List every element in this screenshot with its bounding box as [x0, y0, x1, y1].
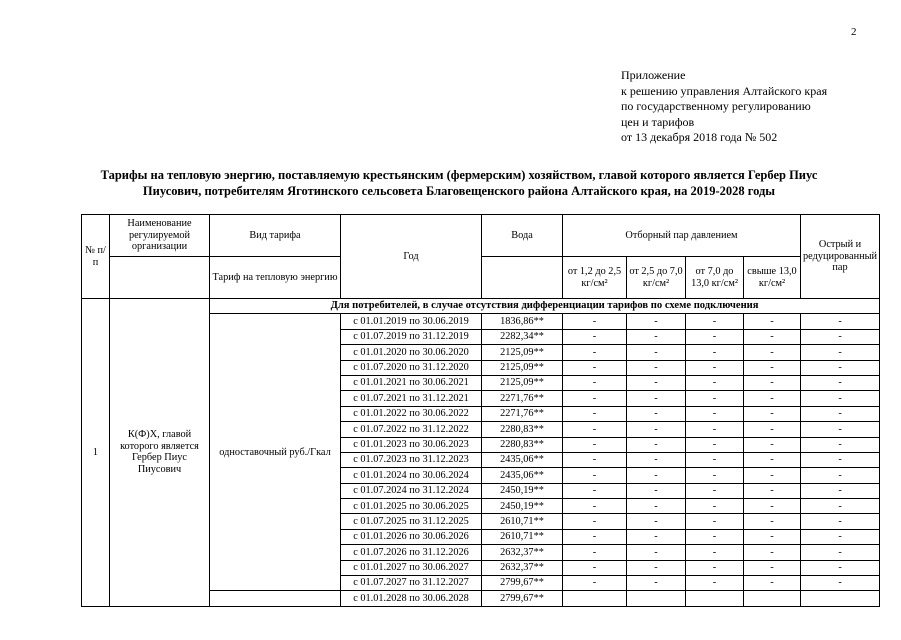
dash-cell: - [563, 514, 627, 529]
dash-cell: - [627, 422, 686, 437]
dash-cell: - [744, 314, 801, 329]
water-tariff-cell: 2632,37** [482, 545, 563, 560]
tariff-kind-cell: одноставочный руб./Гкал [210, 314, 341, 591]
period-cell: с 01.07.2021 по 31.12.2021 [341, 391, 482, 406]
dash-cell: - [563, 391, 627, 406]
header-tariff-heat: Тариф на тепловую энергию [210, 257, 341, 299]
dash-cell: - [627, 314, 686, 329]
appendix-line: от 13 декабря 2018 года № 502 [621, 130, 778, 144]
dash-cell: - [627, 345, 686, 360]
period-cell: с 01.01.2021 по 30.06.2021 [341, 375, 482, 390]
dash-cell: - [563, 406, 627, 421]
dash-cell: - [563, 560, 627, 575]
dash-cell: - [563, 483, 627, 498]
dash-cell: - [744, 329, 801, 344]
dash-cell: - [801, 314, 880, 329]
period-cell: с 01.01.2020 по 30.06.2020 [341, 345, 482, 360]
period-cell: с 01.07.2022 по 31.12.2022 [341, 422, 482, 437]
appendix-line: Приложение [621, 68, 686, 82]
dash-cell: - [627, 375, 686, 390]
water-tariff-cell: 2799,67** [482, 576, 563, 591]
dash-cell: - [627, 360, 686, 375]
dash-cell: - [744, 468, 801, 483]
water-tariff-cell: 2450,19** [482, 483, 563, 498]
appendix-line: цен и тарифов [621, 114, 695, 129]
dash-cell: - [563, 375, 627, 390]
header-pressure-1: от 1,2 до 2,5 кг/см² [563, 257, 627, 299]
header-org: Наименование регулируемой организации [110, 215, 210, 257]
dash-cell: - [686, 514, 744, 529]
period-cell: с 01.01.2027 по 30.06.2027 [341, 560, 482, 575]
period-cell: с 01.07.2024 по 31.12.2024 [341, 483, 482, 498]
dash-cell: - [686, 375, 744, 390]
dash-cell: - [686, 437, 744, 452]
dash-cell: - [744, 406, 801, 421]
dash-cell: - [686, 329, 744, 344]
dash-cell: - [627, 483, 686, 498]
dash-cell: - [686, 406, 744, 421]
dash-cell: - [801, 499, 880, 514]
dash-cell: - [801, 422, 880, 437]
water-tariff-cell: 2632,37** [482, 560, 563, 575]
dash-cell: - [627, 329, 686, 344]
dash-cell: - [686, 499, 744, 514]
dash-cell: - [627, 560, 686, 575]
dash-cell: - [744, 529, 801, 544]
dash-cell: - [801, 360, 880, 375]
dash-cell: - [686, 391, 744, 406]
header-sharp-steam: Острый и редуцированный пар [801, 215, 880, 299]
dash-cell: - [627, 437, 686, 452]
dash-cell: - [563, 437, 627, 452]
dash-cell: - [801, 437, 880, 452]
dash-cell: - [627, 529, 686, 544]
dash-cell: - [801, 452, 880, 467]
dash-cell: - [744, 545, 801, 560]
dash-cell: - [627, 406, 686, 421]
dash-cell: - [686, 422, 744, 437]
organization-cell: К(Ф)Х, главой которого является Гербер Пиус Пиусович [110, 299, 210, 607]
period-cell: с 01.01.2022 по 30.06.2022 [341, 406, 482, 421]
dash-cell: - [801, 545, 880, 560]
dash-cell: - [801, 514, 880, 529]
header-pressure-3: от 7,0 до 13,0 кг/см² [686, 257, 744, 299]
appendix-line: к решению управления Алтайского края [621, 83, 828, 98]
dash-cell: - [563, 345, 627, 360]
dash-cell: - [801, 345, 880, 360]
water-tariff-cell: 2610,71** [482, 514, 563, 529]
tariff-table [81, 214, 880, 607]
header-tariff-type: Вид тарифа [210, 215, 341, 257]
period-cell: с 01.07.2026 по 31.12.2026 [341, 545, 482, 560]
dash-cell: - [686, 576, 744, 591]
document-title: Тарифы на тепловую энергию, поставляемую крестьянским (фермерским) хозяйством, главой которого является Гербер Пиус Пиусович, потребителям Яготинского сельсовета Благовещенского района Алтайского края, на 2019-2028 годы [100, 168, 818, 198]
period-cell: с 01.01.2025 по 30.06.2025 [341, 499, 482, 514]
period-cell: с 01.01.2023 по 30.06.2023 [341, 437, 482, 452]
dash-cell: - [744, 422, 801, 437]
dash-cell: - [801, 468, 880, 483]
dash-cell: - [563, 499, 627, 514]
water-tariff-cell: 2610,71** [482, 529, 563, 544]
header-org-blank [110, 257, 210, 299]
dash-cell: - [563, 529, 627, 544]
dash-cell: - [686, 545, 744, 560]
period-cell: с 01.07.2027 по 31.12.2027 [341, 576, 482, 591]
dash-cell: - [686, 560, 744, 575]
header-steam: Отборный пар давлением [563, 215, 801, 257]
dash-cell: - [744, 483, 801, 498]
dash-cell: - [686, 529, 744, 544]
dash-cell: - [627, 545, 686, 560]
dash-cell: - [686, 468, 744, 483]
dash-cell [563, 591, 627, 606]
dash-cell: - [686, 314, 744, 329]
dash-cell: - [801, 560, 880, 575]
water-tariff-cell: 1836,86** [482, 314, 563, 329]
water-tariff-cell: 2280,83** [482, 422, 563, 437]
tariff-kind-blank [210, 591, 341, 606]
period-cell: с 01.07.2025 по 31.12.2025 [341, 514, 482, 529]
period-cell: с 01.07.2023 по 31.12.2023 [341, 452, 482, 467]
header-water: Вода [482, 215, 563, 257]
period-cell: с 01.01.2026 по 30.06.2026 [341, 529, 482, 544]
dash-cell: - [627, 514, 686, 529]
dash-cell: - [801, 483, 880, 498]
dash-cell: - [627, 468, 686, 483]
dash-cell: - [686, 452, 744, 467]
dash-cell: - [744, 391, 801, 406]
dash-cell: - [563, 468, 627, 483]
dash-cell: - [744, 437, 801, 452]
dash-cell: - [563, 329, 627, 344]
dash-cell: - [744, 560, 801, 575]
dash-cell: - [563, 360, 627, 375]
dash-cell: - [744, 360, 801, 375]
water-tariff-cell: 2271,76** [482, 391, 563, 406]
dash-cell [627, 591, 686, 606]
dash-cell: - [801, 375, 880, 390]
period-cell: с 01.01.2019 по 30.06.2019 [341, 314, 482, 329]
appendix-line: по государственному регулированию [621, 99, 811, 113]
water-tariff-cell: 2450,19** [482, 499, 563, 514]
page-number: 2 [851, 26, 857, 38]
header-num: № п/п [82, 215, 110, 299]
row-number-cell: 1 [82, 299, 110, 607]
dash-cell: - [744, 499, 801, 514]
dash-cell [744, 591, 801, 606]
dash-cell: - [744, 452, 801, 467]
dash-cell: - [801, 406, 880, 421]
dash-cell: - [801, 329, 880, 344]
subheader-row [82, 299, 880, 314]
water-tariff-cell: 2282,34** [482, 329, 563, 344]
dash-cell: - [686, 345, 744, 360]
water-tariff-cell: 2435,06** [482, 452, 563, 467]
water-tariff-cell: 2125,09** [482, 345, 563, 360]
water-tariff-cell: 2799,67** [482, 591, 563, 606]
dash-cell: - [563, 452, 627, 467]
dash-cell: - [801, 529, 880, 544]
dash-cell: - [686, 360, 744, 375]
dash-cell: - [563, 422, 627, 437]
dash-cell: - [627, 452, 686, 467]
dash-cell: - [744, 514, 801, 529]
dash-cell: - [686, 483, 744, 498]
dash-cell: - [627, 576, 686, 591]
water-tariff-cell: 2271,76** [482, 406, 563, 421]
dash-cell: - [744, 375, 801, 390]
header-pressure-4: свыше 13,0 кг/см² [744, 257, 801, 299]
dash-cell: - [563, 314, 627, 329]
dash-cell: - [627, 391, 686, 406]
period-cell: с 01.01.2028 по 30.06.2028 [341, 591, 482, 606]
period-cell: с 01.07.2020 по 31.12.2020 [341, 360, 482, 375]
header-year: Год [341, 215, 482, 299]
water-tariff-cell: 2280,83** [482, 437, 563, 452]
dash-cell [686, 591, 744, 606]
dash-cell: - [627, 499, 686, 514]
period-cell: с 01.01.2024 по 30.06.2024 [341, 468, 482, 483]
dash-cell: - [744, 345, 801, 360]
water-tariff-cell: 2125,09** [482, 375, 563, 390]
dash-cell: - [563, 545, 627, 560]
dash-cell: - [801, 576, 880, 591]
appendix-block [621, 68, 827, 146]
subheader-cell: Для потребителей, в случае отсутствия дифференциации тарифов по схеме подключения [210, 299, 880, 314]
header-pressure-2: от 2,5 до 7,0 кг/см² [627, 257, 686, 299]
dash-cell [801, 591, 880, 606]
dash-cell: - [563, 576, 627, 591]
dash-cell: - [801, 391, 880, 406]
dash-cell: - [744, 576, 801, 591]
water-tariff-cell: 2435,06** [482, 468, 563, 483]
water-tariff-cell: 2125,09** [482, 360, 563, 375]
header-water-blank [482, 257, 563, 299]
period-cell: с 01.07.2019 по 31.12.2019 [341, 329, 482, 344]
